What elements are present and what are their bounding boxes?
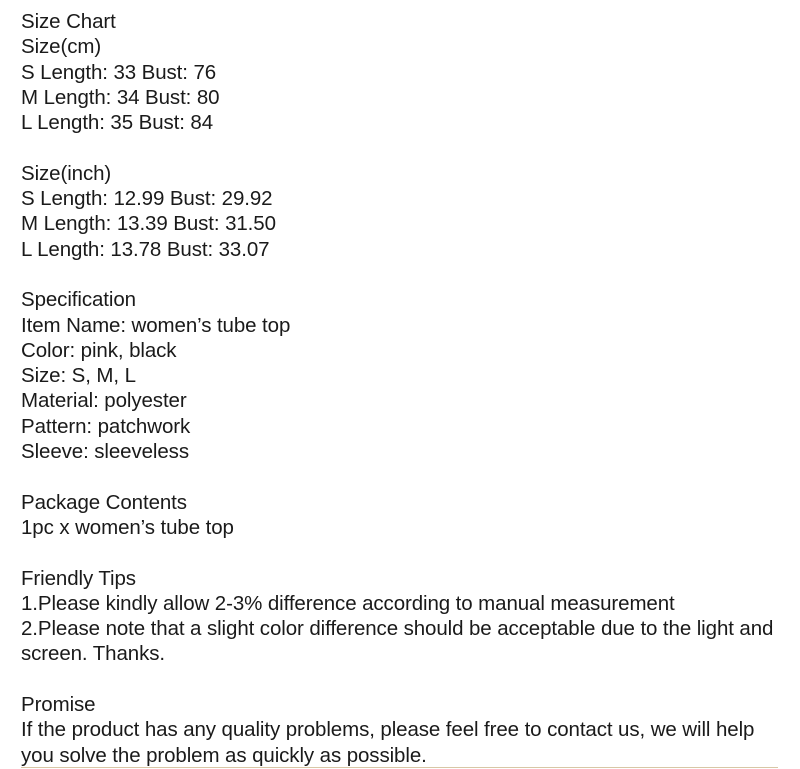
promise-heading: Promise xyxy=(21,693,96,717)
tip-item-1: 1.Please kindly allow 2-3% difference according to manual measurement xyxy=(21,591,675,615)
size-cm-row-s: S Length: 33 Bust: 76 xyxy=(21,60,217,84)
size-cm-heading: Size(cm) xyxy=(21,35,102,59)
tips-heading: Friendly Tips xyxy=(21,566,136,590)
size-cm-row-l: L Length: 35 Bust: 84 xyxy=(21,111,214,135)
size-inch-row-s: S Length: 12.99 Bust: 29.92 xyxy=(21,187,273,211)
tip-item-2: 2.Please note that a slight color difference should be acceptable due to the light and screen. Thanks. xyxy=(21,617,774,666)
promise-text: If the product has any quality problems, please feel free to contact us, we will help you solve the problem as quickly as possible. xyxy=(21,718,755,767)
spacer xyxy=(21,667,791,692)
spacer xyxy=(21,135,791,160)
spec-material: Material: polyester xyxy=(21,389,187,413)
product-description xyxy=(21,9,791,768)
spec-sleeve: Sleeve: sleeveless xyxy=(21,440,189,464)
spec-pattern: Pattern: patchwork xyxy=(21,414,191,438)
size-inch-row-l: L Length: 13.78 Bust: 33.07 xyxy=(21,237,270,261)
bottom-divider xyxy=(21,767,778,768)
package-heading: Package Contents xyxy=(21,490,187,514)
spec-color: Color: pink, black xyxy=(21,338,177,362)
spacer xyxy=(21,540,791,565)
package-content: 1pc x women’s tube top xyxy=(21,515,234,539)
specification-heading: Specification xyxy=(21,288,136,312)
spacer xyxy=(21,262,791,287)
size-chart-title: Size Chart xyxy=(21,10,116,33)
size-inch-heading: Size(inch) xyxy=(21,161,112,185)
spec-size: Size: S, M, L xyxy=(21,364,136,388)
spec-item-name: Item Name: women’s tube top xyxy=(21,313,291,337)
spacer xyxy=(21,464,791,489)
size-inch-row-m: M Length: 13.39 Bust: 31.50 xyxy=(21,212,276,236)
size-cm-row-m: M Length: 34 Bust: 80 xyxy=(21,85,220,109)
